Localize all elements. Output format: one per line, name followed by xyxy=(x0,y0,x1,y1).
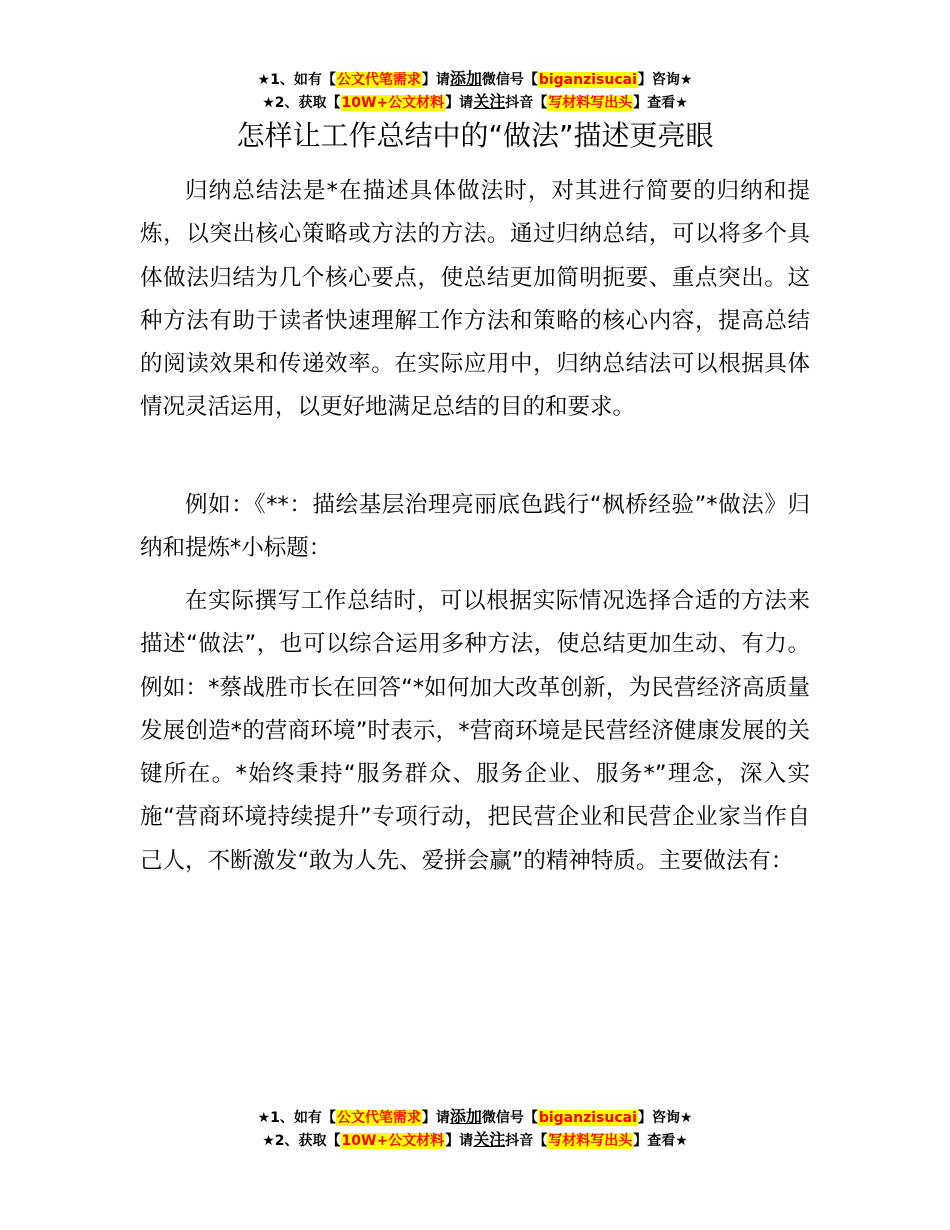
banner-line-2-prefix: ★2、获取【 xyxy=(262,1133,341,1149)
banner-highlight-douyin-id: 写材料写出头 xyxy=(548,95,633,111)
banner-line-1-prefix: ★1、如有【 xyxy=(257,72,336,88)
banner-line-1-suffix: 】咨询★ xyxy=(637,72,693,88)
banner-line-2-prefix: ★2、获取【 xyxy=(262,95,341,111)
banner-highlight-materials: 10W+公文材料 xyxy=(341,95,445,111)
document-title: 怎样让工作总结中的“做法”描述更亮眼 xyxy=(236,119,714,152)
banner-line-1 xyxy=(0,1106,950,1129)
body-paragraph-2-block xyxy=(140,484,810,571)
banner-line-2-suffix: 】查看★ xyxy=(633,1133,688,1149)
banner-line-1 xyxy=(0,68,950,91)
banner-line-2-mid2: 抖音【 xyxy=(505,95,548,111)
banner-highlight-wechat-id: biganzisucai xyxy=(538,72,637,88)
banner-line-1-prefix: ★1、如有【 xyxy=(257,1110,336,1126)
body-paragraph-3-block xyxy=(140,580,810,883)
banner-line-2-mid: 】请 xyxy=(445,1133,474,1149)
body-paragraph: 在实际撰写工作总结时，可以根据实际情况选择合适的方法来描述“做法”，也可以综合运用多种方法，使总结更加生动、有力。例如：*蔡战胜市长在回答“*如何加大改革创新，为民营经济高质量发展创造*的营商环境”时表示，*营商环境是民营经济健康发展的关键所在。*始终秉持“服务群众、服务企业、服务*”理念，深入实施“营商环境持续提升”专项行动，把民营企业和民营企业家当作自己人，不断激发“敢为人先、爱拼会赢”的精神特质。主要做法有： xyxy=(140,588,810,874)
banner-line-1-mid: 】请 xyxy=(421,72,450,88)
body-paragraph: 归纳总结法是*在描述具体做法时，对其进行简要的归纳和提炼，以突出核心策略或方法的方法。通过归纳总结，可以将多个具体做法归结为几个核心要点，使总结更加简明扼要、重点突出。这种方法有助于读者快速理解工作方法和策略的核心内容，提高总结的阅读效果和传递效率。在实际应用中，归纳总结法可以根据具体情况灵活运用，以更好地满足总结的目的和要求。 xyxy=(140,178,810,421)
body-paragraph-1-block xyxy=(140,170,810,430)
banner-line-1-emph: 添加 xyxy=(449,1107,482,1126)
banner-highlight-materials: 10W+公文材料 xyxy=(341,1133,445,1149)
banner-highlight-service: 公文代笔需求 xyxy=(336,72,421,88)
banner-line-1-suffix: 】咨询★ xyxy=(637,1110,693,1126)
header-banner xyxy=(0,68,950,114)
banner-line-1-mid: 】请 xyxy=(421,1110,450,1126)
footer-banner xyxy=(0,1106,950,1152)
banner-highlight-douyin-id: 写材料写出头 xyxy=(548,1133,633,1149)
banner-line-2 xyxy=(0,1129,950,1152)
banner-line-2-mid: 】请 xyxy=(445,95,474,111)
banner-line-2-emph: 关注 xyxy=(473,1130,506,1149)
banner-line-2-suffix: 】查看★ xyxy=(633,95,688,111)
banner-line-2 xyxy=(0,91,950,114)
banner-highlight-wechat-id: biganzisucai xyxy=(538,1110,637,1126)
banner-line-2-mid2: 抖音【 xyxy=(505,1133,548,1149)
banner-line-1-mid2: 微信号【 xyxy=(481,72,538,88)
banner-line-2-emph: 关注 xyxy=(473,92,506,111)
banner-line-1-mid2: 微信号【 xyxy=(481,1110,538,1126)
banner-line-1-emph: 添加 xyxy=(449,69,482,88)
body-paragraph: 例如：《**：描绘基层治理亮丽底色践行“枫桥经验”*做法》归纳和提炼*小标题： xyxy=(140,492,810,562)
banner-highlight-service: 公文代笔需求 xyxy=(336,1110,421,1126)
